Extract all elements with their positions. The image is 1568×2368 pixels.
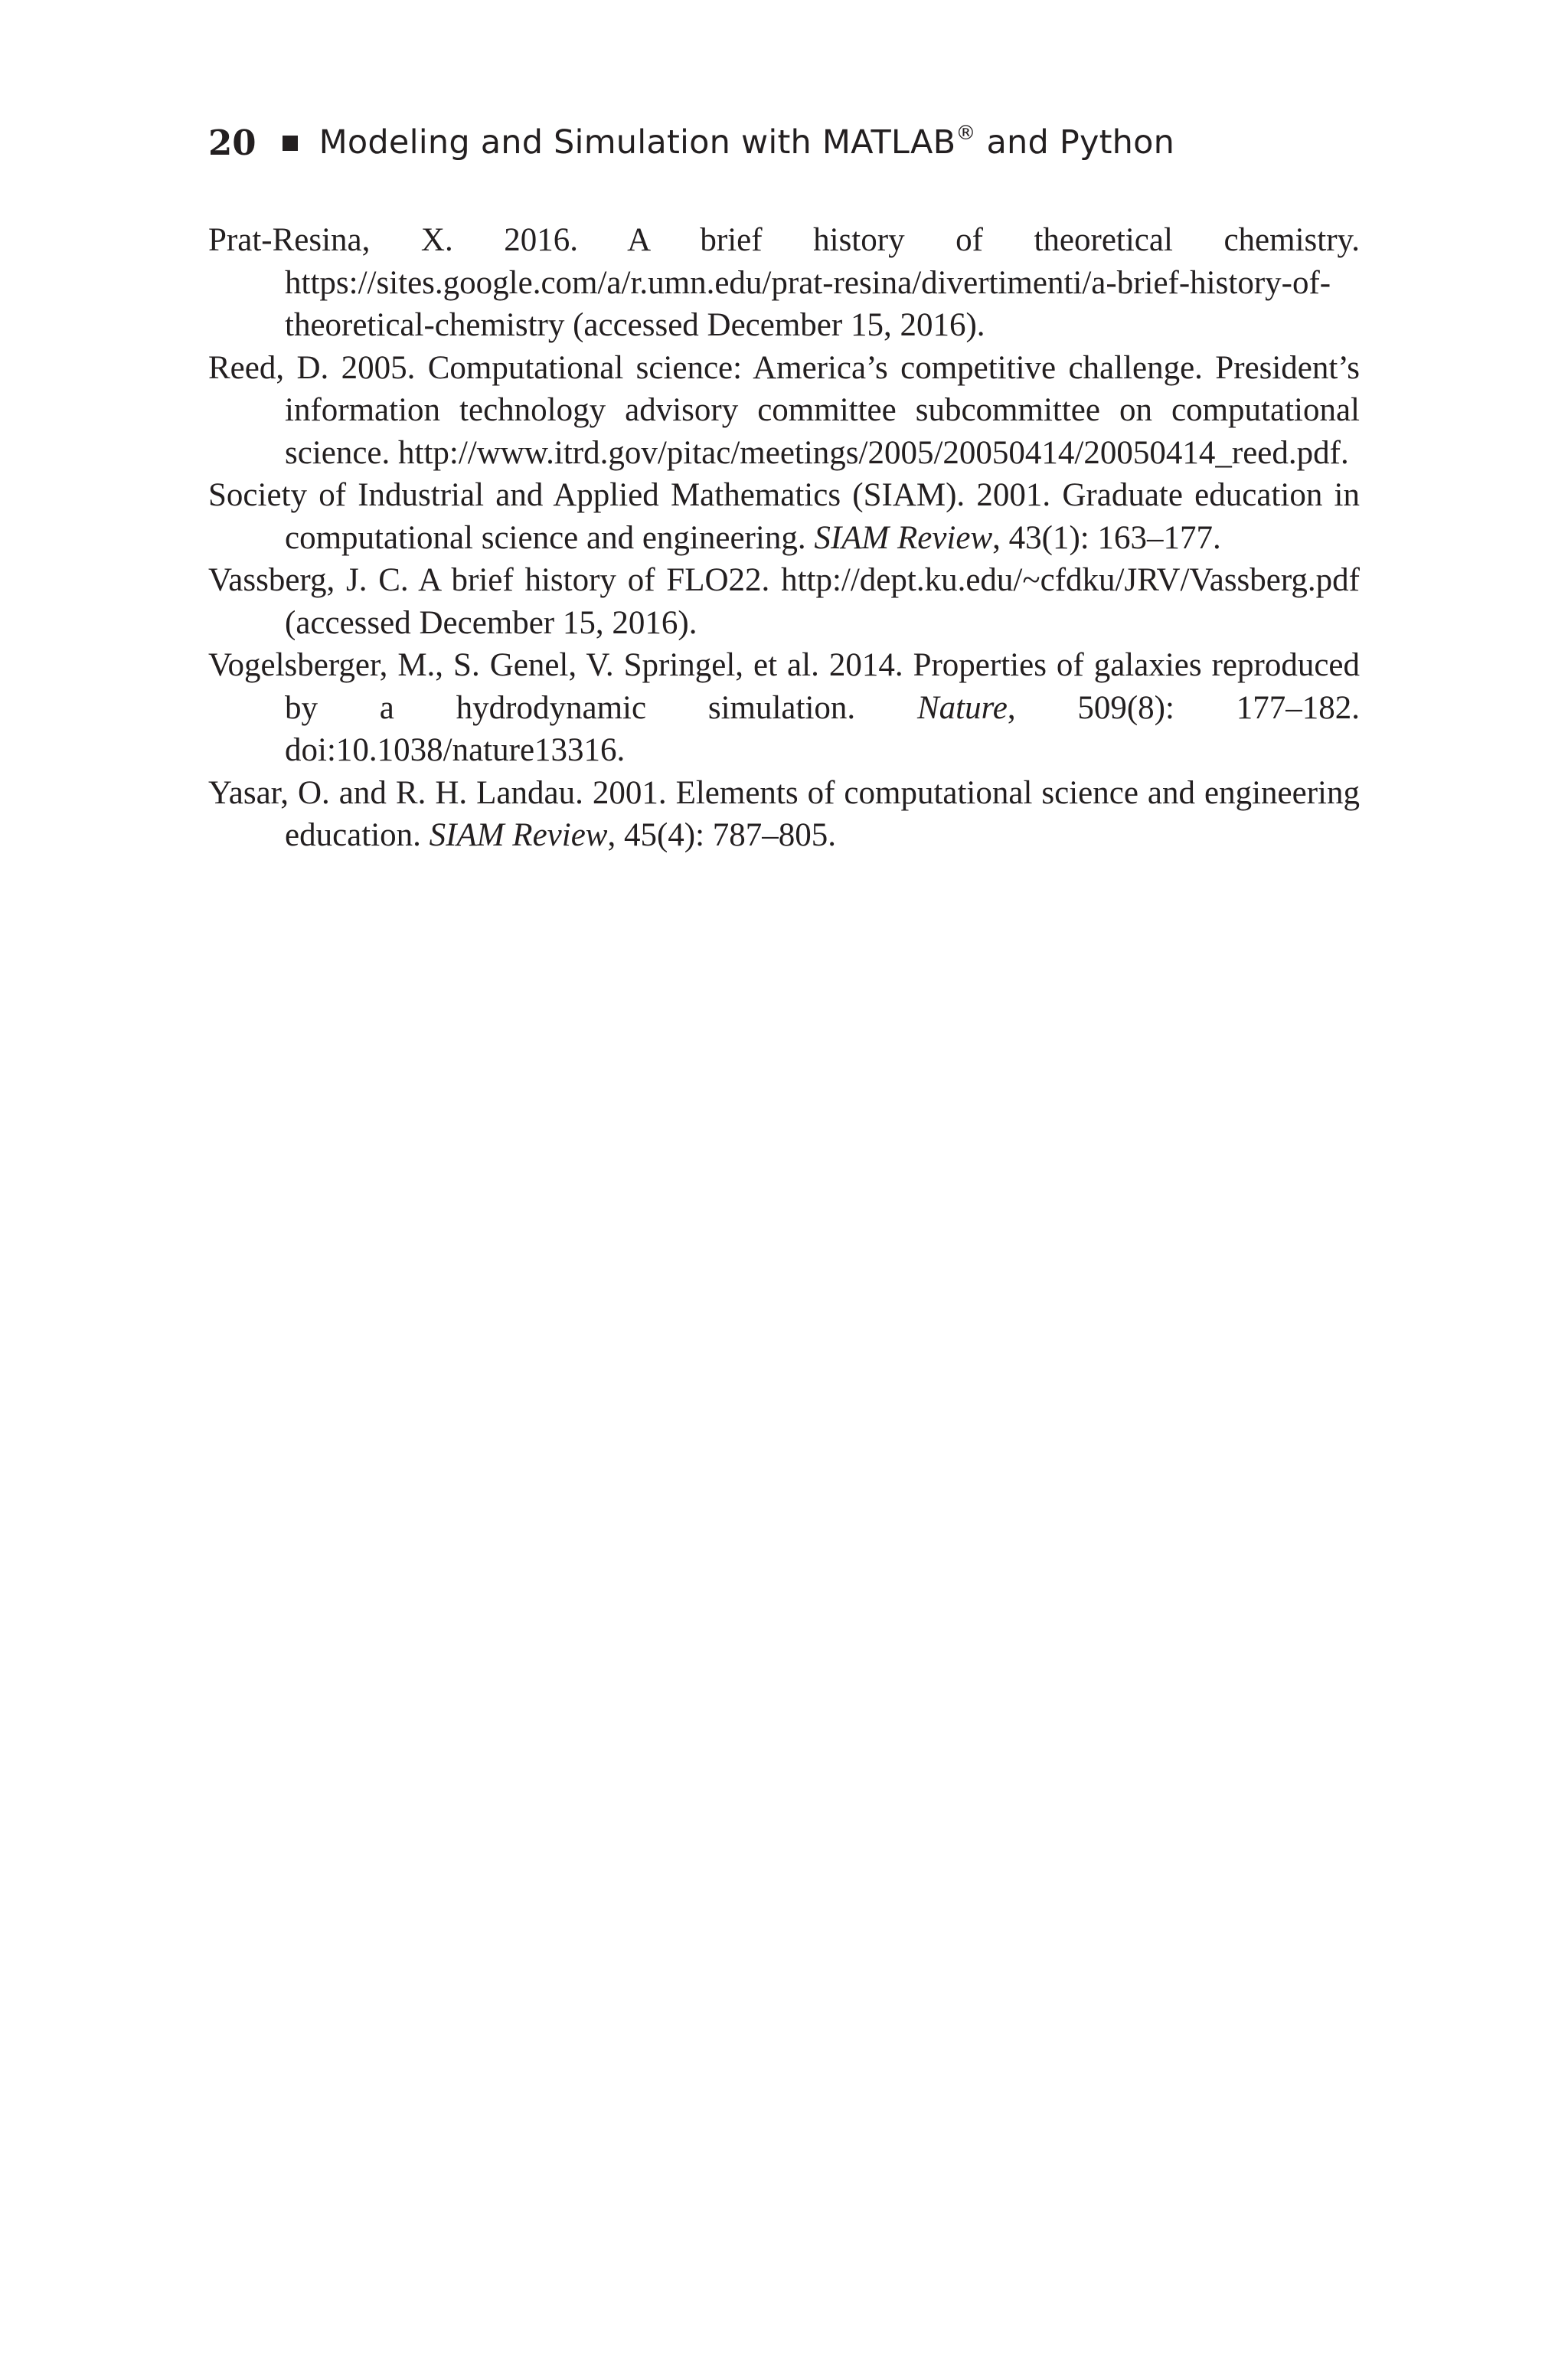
reference-entry: Vogelsberger, M., S. Genel, V. Springel, et al. 2014. Properties of galaxies reproduced by a hydrodynamic simulation. Nature, 509(8): 177–182. doi:10.1038/nature13316. — [208, 647, 1360, 768]
journal-title: Nature — [916, 689, 1008, 726]
registered-mark: ® — [956, 122, 976, 145]
book-title-suffix: and Python — [975, 123, 1175, 162]
reference-list — [208, 219, 1360, 857]
journal-title: SIAM Review — [429, 817, 608, 853]
square-bullet-icon — [283, 136, 298, 151]
reference-entry: Reed, D. 2005. Computational science: America’s competitive challenge. President’s information technology advisory committee subcommittee on computational science. http://www.itrd.gov/pitac/meetings/2005/20050414/20050414_reed.pdf. — [208, 349, 1360, 471]
book-title-main: Modeling and Simulation with MATLAB — [318, 123, 956, 162]
reference-entry: Prat-Resina, X. 2016. A brief history of theoretical chemistry. https://sites.google.com/a/r.umn.edu/prat-resina/divertimenti/a-brief-history-of-theoretical-chemistry (accessed December 15, 2016). — [208, 222, 1360, 343]
reference-entry: Yasar, O. and R. H. Landau. 2001. Elements of computational science and engineering education. SIAM Review, 45(4): 787–805. — [208, 774, 1360, 853]
journal-title: SIAM Review — [814, 519, 993, 556]
page-number: 20 — [208, 122, 256, 163]
reference-entry: Society of Industrial and Applied Mathematics (SIAM). 2001. Graduate education in computational science and engineering. SIAM Review, 43(1): 163–177. — [208, 477, 1360, 556]
reference-entry: Vassberg, J. C. A brief history of FLO22. http://dept.ku.edu/~cfdku/JRV/Vassberg.pdf (accessed December 15, 2016). — [208, 562, 1360, 641]
running-head — [208, 115, 1174, 170]
book-title — [319, 123, 1174, 162]
